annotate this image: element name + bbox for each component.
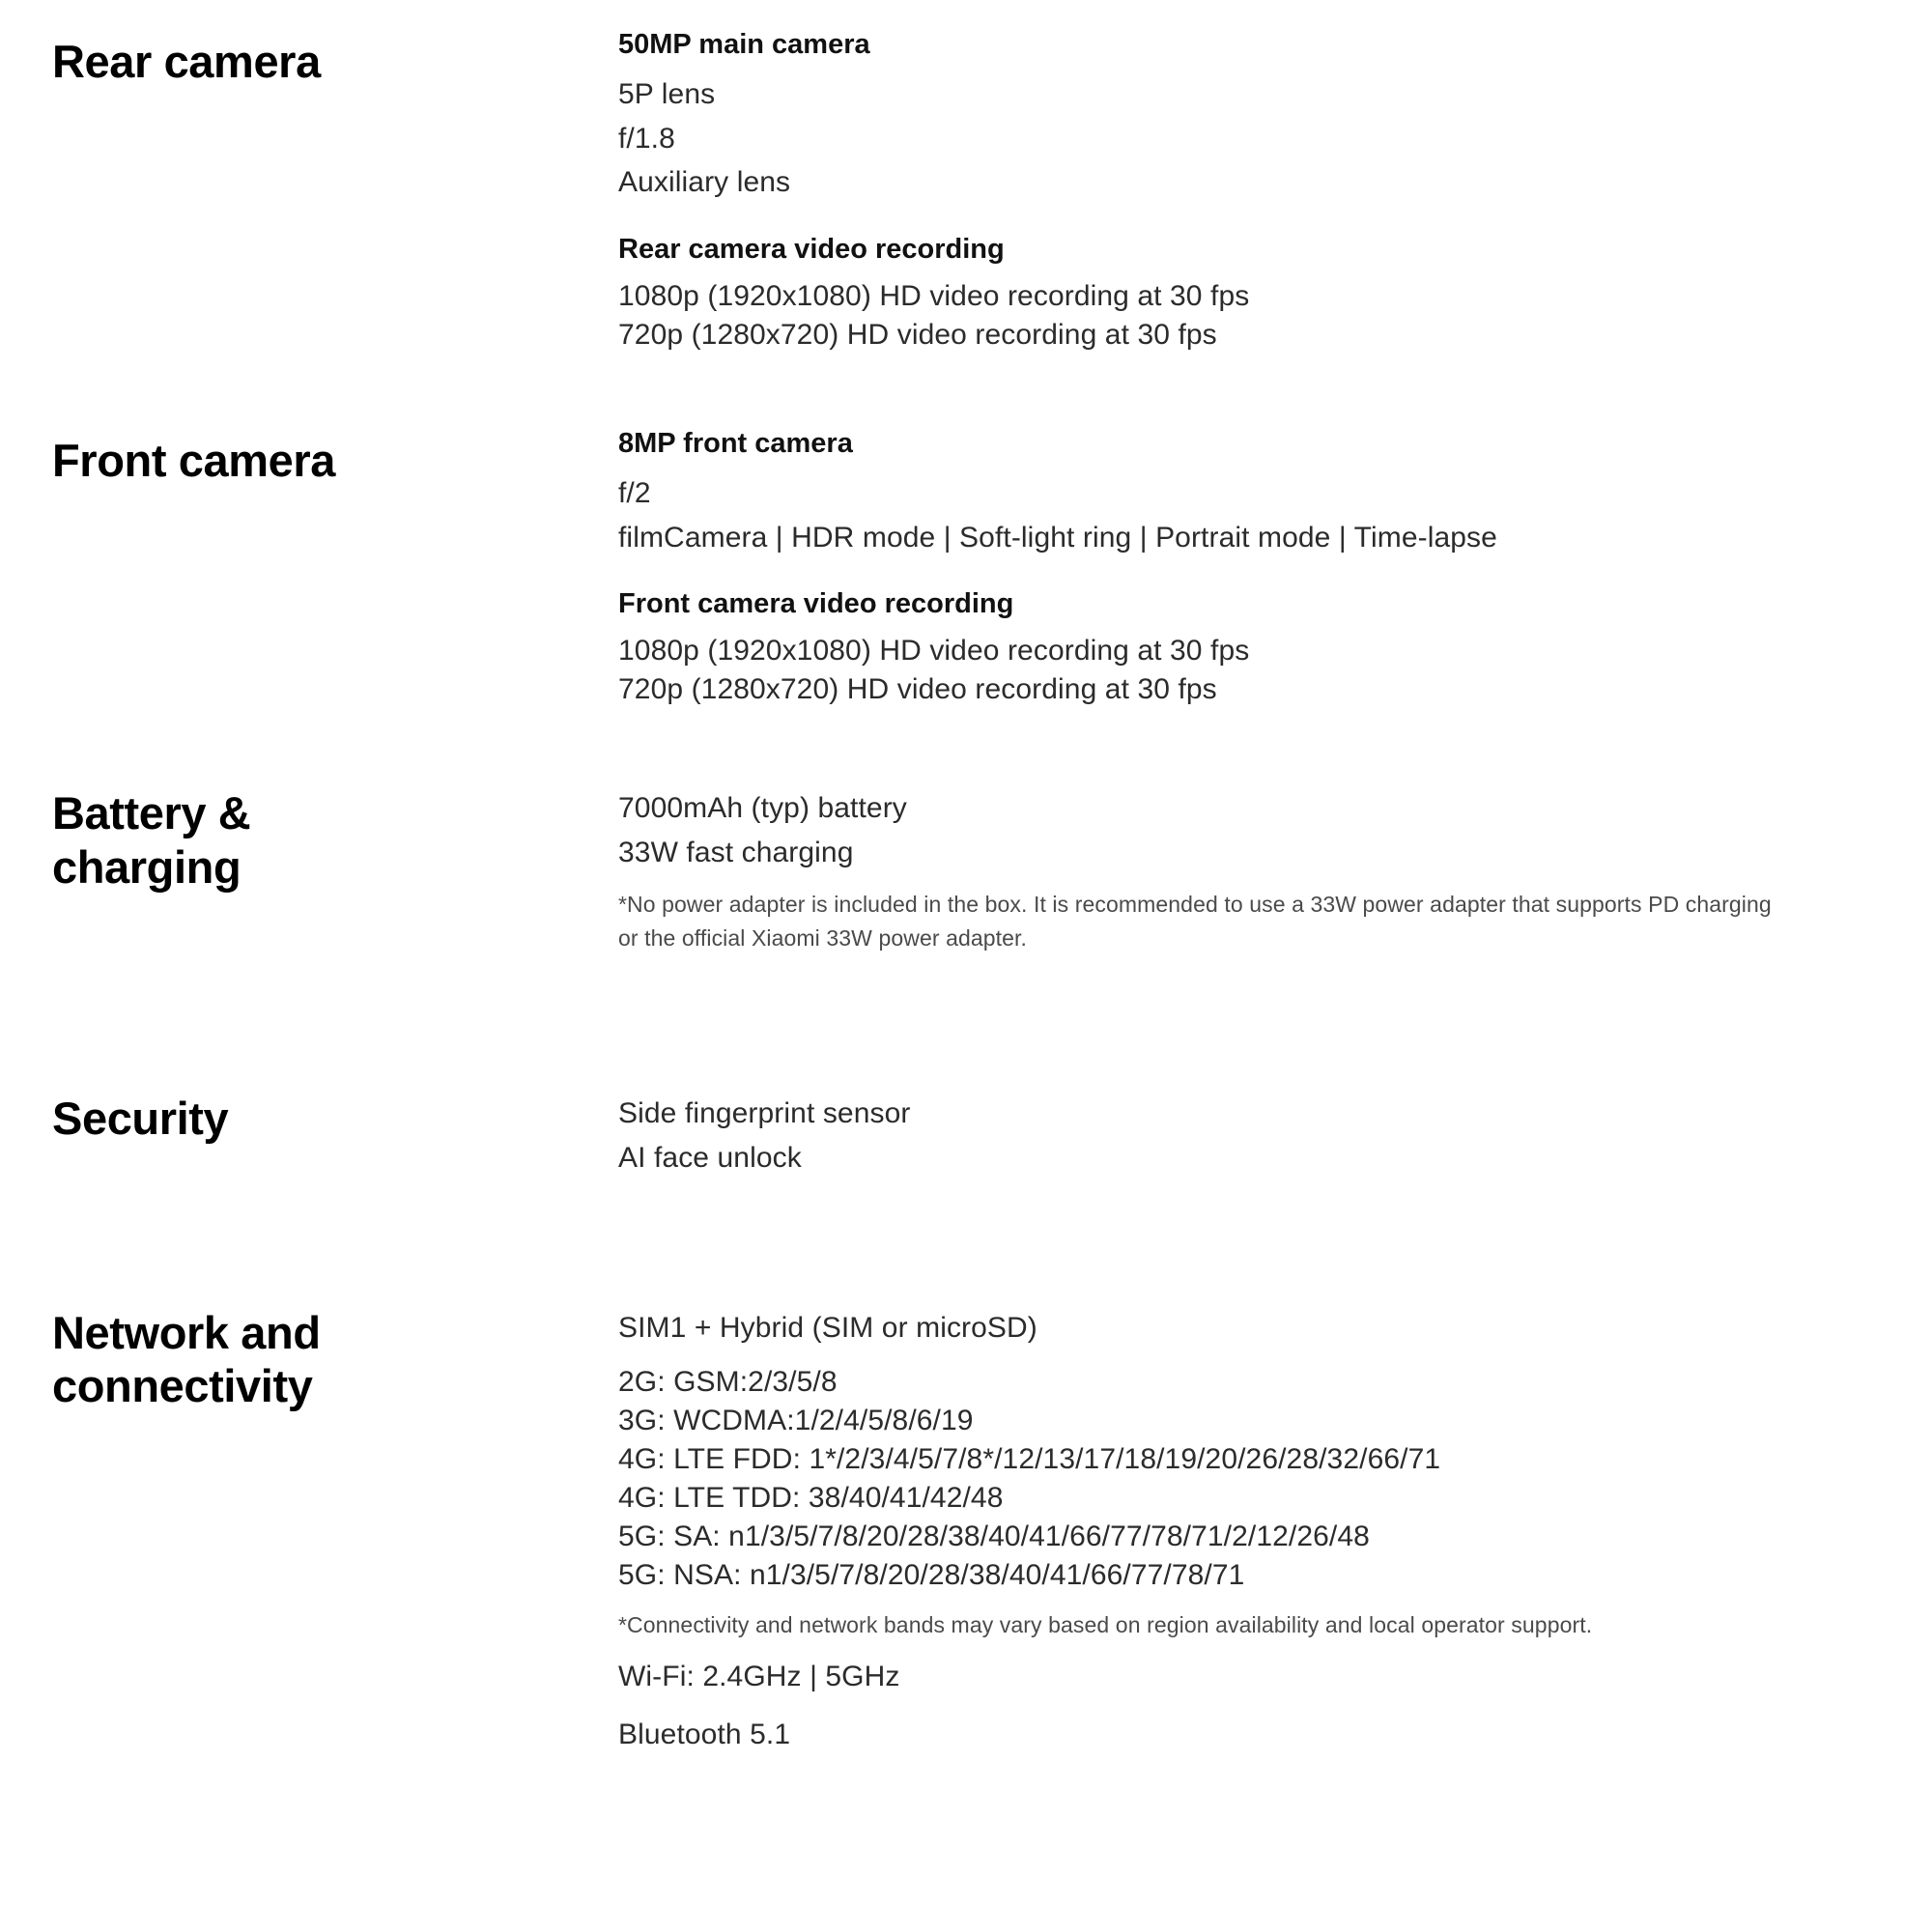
spec-group-rear-video-recording: [618, 230, 1787, 355]
spec-label-cell-battery-charging: [0, 786, 618, 894]
spec-line-band-5g-sa: 5G: SA: n1/3/5/7/8/20/28/38/40/41/66/77/78/71/2/12/26/48: [618, 1520, 1370, 1552]
spec-label-cell-network-connectivity: [0, 1306, 618, 1413]
spec-label-security: Security: [52, 1093, 229, 1145]
spec-value-cell-security: [618, 1092, 1932, 1179]
spec-label-front-camera: Front camera: [52, 434, 335, 486]
spacer: [618, 205, 1787, 230]
spec-value-cell-front-camera: [618, 424, 1932, 709]
spec-line: 7000mAh (typ) battery: [618, 792, 907, 825]
spec-row-network-connectivity: [0, 1180, 1932, 1757]
spec-line: 720p (1280x720) HD video recording at 30 fps: [618, 319, 1217, 352]
spec-line-band-5g-nsa: 5G: NSA: n1/3/5/7/8/20/28/38/40/41/66/77/78/71: [618, 1558, 1245, 1591]
spec-line-sim-configuration: SIM1 + Hybrid (SIM or microSD): [618, 1311, 1037, 1344]
spec-line: 33W fast charging: [618, 836, 854, 868]
spacer: [618, 1641, 1787, 1655]
spec-row-battery-charging: [0, 709, 1932, 954]
spec-line: 5P lens: [618, 78, 716, 111]
group-title-rear-video-recording: Rear camera video recording: [618, 233, 1005, 265]
spec-line: 1080p (1920x1080) HD video recording at 30 fps: [618, 280, 1250, 313]
spec-label-cell-front-camera: [0, 424, 618, 487]
spacer: [618, 1350, 1787, 1363]
spec-label-battery-charging-line1: Battery &: [52, 787, 251, 839]
spec-footnote-network: *Connectivity and network bands may vary based on region availability and local operator support.: [618, 1611, 1593, 1637]
spec-line-band-3g: 3G: WCDMA:1/2/4/5/8/6/19: [618, 1405, 974, 1437]
spec-label-cell-rear-camera: [0, 25, 618, 88]
spec-group-front-video-recording: [618, 584, 1787, 709]
spec-value-cell-rear-camera: [618, 25, 1932, 355]
spec-line-band-2g: 2G: GSM:2/3/5/8: [618, 1366, 838, 1399]
spec-line-band-4g-tdd: 4G: LTE TDD: 38/40/41/42/48: [618, 1481, 1004, 1514]
spacer: [618, 559, 1787, 584]
spec-row-front-camera: [0, 355, 1932, 709]
spec-label-rear-camera: Rear camera: [52, 36, 321, 87]
spacer: [618, 874, 1787, 888]
spec-row-security: [0, 954, 1932, 1179]
spec-line: 1080p (1920x1080) HD video recording at 30 fps: [618, 635, 1250, 668]
spec-line: filmCamera | HDR mode | Soft-light ring | Portrait mode | Time-lapse: [618, 521, 1497, 554]
spec-line: f/2: [618, 477, 651, 510]
spec-label-battery-charging-line2: charging: [52, 840, 242, 893]
spec-footnote-battery: *No power adapter is included in the box. It is recommended to use a 33W power adapter that supports PD charging or the official Xiaomi 33W power adapter.: [618, 892, 1772, 951]
spec-label-network-connectivity-line2: connectivity: [52, 1360, 313, 1412]
spec-value-cell-battery-charging: [618, 786, 1932, 954]
spec-label-cell-security: [0, 1092, 618, 1145]
spec-group-main-camera: [618, 25, 1787, 205]
group-title-front-video-recording: Front camera video recording: [618, 588, 1014, 620]
spec-line: Auxiliary lens: [618, 166, 791, 199]
spec-line: f/1.8: [618, 122, 675, 155]
group-title-main-camera: 50MP main camera: [618, 29, 870, 60]
spec-label-network-connectivity-line1: Network and: [52, 1306, 321, 1358]
spec-line-bluetooth: Bluetooth 5.1: [618, 1718, 791, 1750]
spacer: [618, 1595, 1787, 1608]
group-title-front-camera: 8MP front camera: [618, 427, 853, 459]
spec-line: Side fingerprint sensor: [618, 1097, 911, 1130]
spec-group-front-camera: [618, 424, 1787, 559]
spec-line: AI face unlock: [618, 1142, 802, 1174]
spacer: [618, 1699, 1787, 1713]
spec-line-band-4g-fdd: 4G: LTE FDD: 1*/2/3/4/5/7/8*/12/13/17/18/19/20/26/28/32/66/71: [618, 1442, 1441, 1475]
spec-row-rear-camera: [0, 0, 1932, 355]
spec-line-wifi: Wi-Fi: 2.4GHz | 5GHz: [618, 1661, 900, 1693]
spec-value-cell-network-connectivity: [618, 1306, 1932, 1757]
spec-line: 720p (1280x720) HD video recording at 30 fps: [618, 673, 1217, 706]
